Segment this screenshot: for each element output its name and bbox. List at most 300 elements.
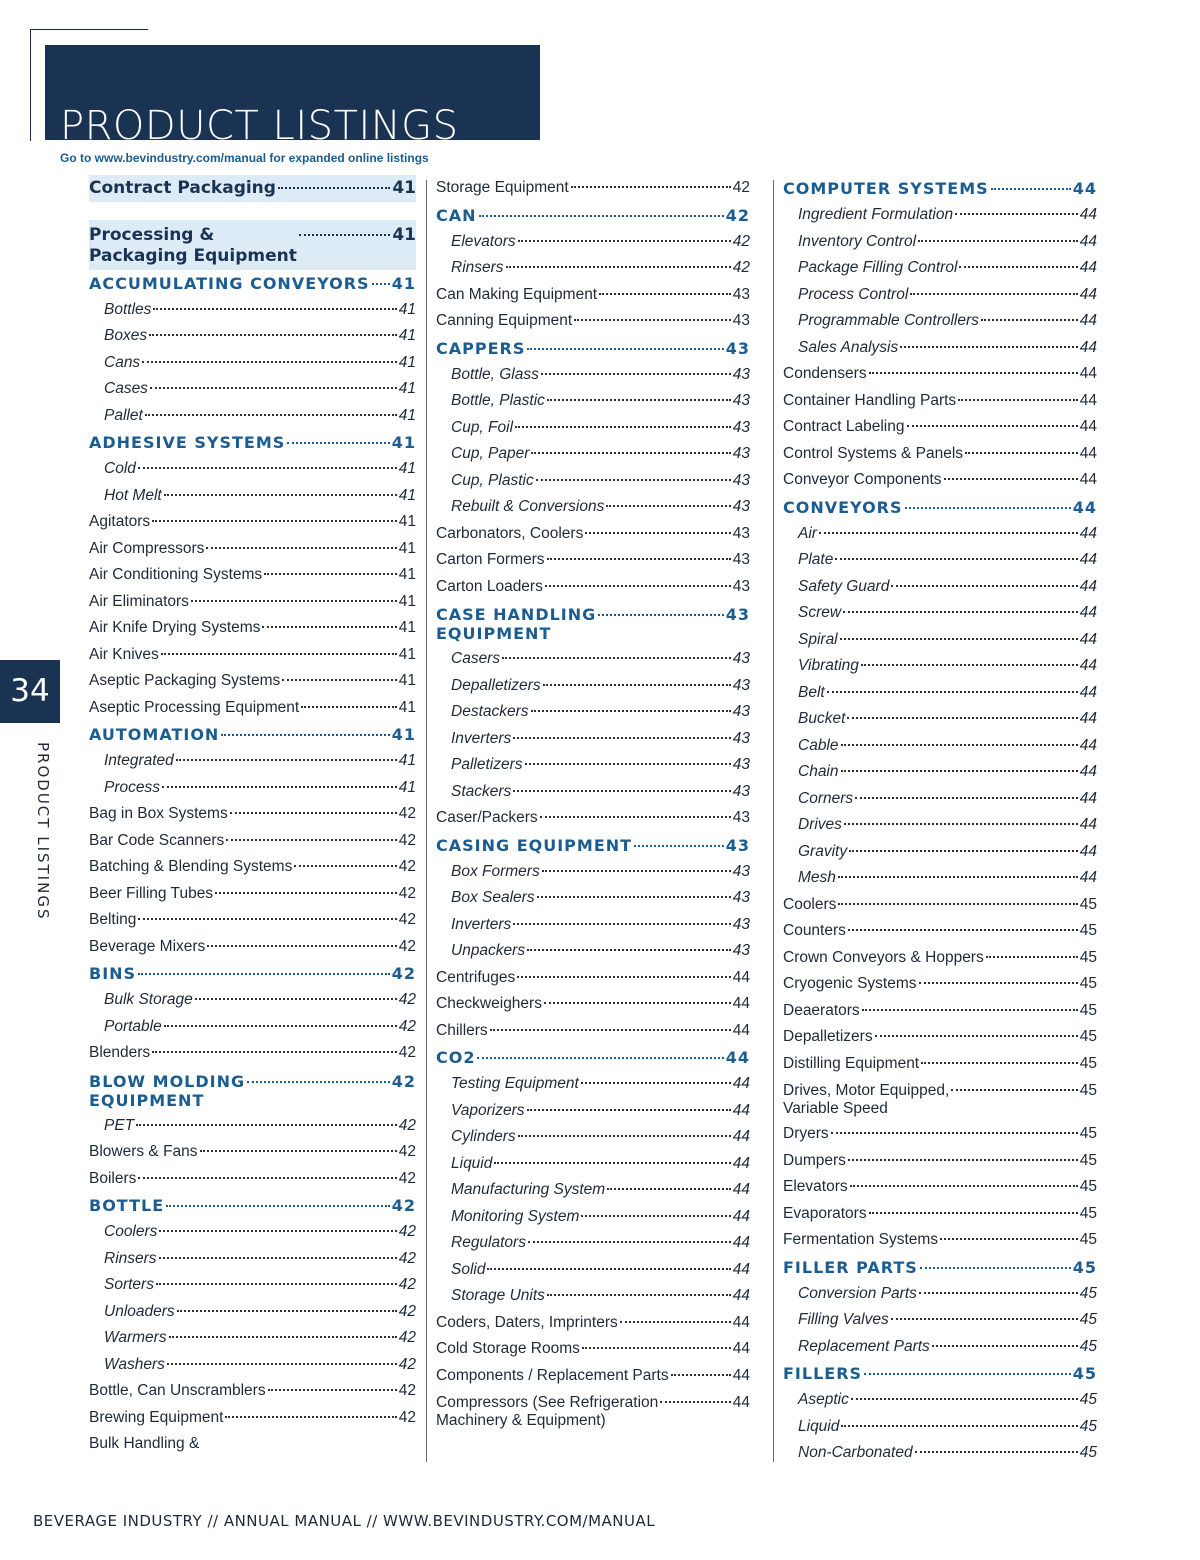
listing-entry — [436, 574, 750, 601]
listing-entry — [89, 934, 416, 961]
listing-entry — [89, 642, 416, 669]
page-reference: 44 — [1079, 471, 1097, 488]
subcategory-entry — [89, 376, 416, 403]
subcategory-entry — [783, 547, 1097, 574]
dot-leader — [991, 188, 1071, 190]
dot-leader — [477, 1057, 723, 1059]
page-reference: 43 — [732, 756, 750, 773]
entry-label: COMPUTER SYSTEMS — [783, 179, 989, 198]
entry-label: Conveyor Components — [783, 471, 942, 488]
page-reference: 44 — [1079, 312, 1097, 329]
listing-entry — [89, 1378, 416, 1405]
entry-label: Bulk Storage — [104, 991, 193, 1008]
dot-leader — [944, 478, 1078, 480]
listing-entry — [783, 945, 1097, 972]
entry-label: Integrated — [104, 752, 174, 769]
dot-leader — [537, 896, 731, 898]
category-heading — [89, 429, 416, 456]
dot-leader — [849, 850, 1078, 852]
page-footer: BEVERAGE INDUSTRY // ANNUAL MANUAL // WWW.BEVINDUSTRY.COM/MANUAL — [33, 1512, 656, 1530]
subcategory-entry — [89, 987, 416, 1014]
entry-label: Dumpers — [783, 1151, 846, 1169]
page-reference: 41 — [391, 433, 416, 452]
entry-label — [89, 225, 297, 267]
page-reference: 42 — [398, 1408, 416, 1426]
subcategory-entry — [89, 403, 416, 430]
page-reference: 45 — [1079, 1231, 1097, 1248]
dot-leader — [287, 442, 389, 444]
entry-label: Corners — [798, 789, 854, 807]
corner-rule-horizontal — [30, 29, 148, 30]
page-reference: 42 — [398, 991, 416, 1008]
dot-leader — [921, 1062, 1078, 1064]
dot-leader — [247, 1081, 390, 1083]
entry-label: Fermentation Systems — [783, 1231, 939, 1248]
dot-leader — [598, 614, 723, 616]
listing-column-2 — [436, 175, 750, 1433]
entry-label-line1: Drives, Motor Equipped, — [783, 1082, 950, 1099]
dot-leader — [166, 1205, 390, 1207]
subcategory-entry — [436, 415, 750, 442]
listing-entry — [89, 562, 416, 589]
subcategory-entry — [436, 255, 750, 282]
page-reference: 45 — [1072, 1364, 1097, 1383]
subcategory-entry — [89, 456, 416, 483]
page-reference: 42 — [732, 179, 750, 196]
entry-label: Brewing Equipment — [89, 1408, 224, 1426]
page-reference: 43 — [732, 551, 750, 568]
entry-label: Safety Guard — [798, 577, 890, 595]
subcategory-entry — [89, 1325, 416, 1352]
dot-leader — [169, 1336, 397, 1338]
page-reference: 44 — [732, 1313, 750, 1331]
page-reference: 44 — [732, 1260, 750, 1278]
category-heading — [436, 335, 750, 362]
entry-label: Liquid — [451, 1154, 493, 1172]
subcategory-entry — [783, 600, 1097, 627]
dot-leader — [167, 1363, 397, 1365]
page-reference: 45 — [1079, 1337, 1097, 1355]
category-heading — [89, 1192, 416, 1219]
listing-entry — [783, 918, 1097, 945]
entry-label: Palletizers — [451, 756, 523, 773]
section-heading — [89, 220, 416, 270]
listing-entry — [89, 695, 416, 722]
dot-leader — [599, 293, 731, 295]
entry-label-line2: Machinery & Equipment) — [436, 1412, 606, 1429]
dot-leader — [513, 923, 730, 925]
page-reference: 42 — [398, 1276, 416, 1293]
entry-label: Evaporators — [783, 1204, 867, 1222]
dot-leader — [581, 1215, 730, 1217]
listing-entry — [783, 1077, 1097, 1121]
dot-leader — [150, 387, 397, 389]
page-reference: 44 — [1079, 842, 1097, 860]
page-reference: 42 — [398, 884, 416, 902]
entry-label: Process Control — [798, 285, 909, 303]
header-banner — [45, 45, 540, 140]
listing-entry — [783, 1121, 1097, 1148]
page-reference: 42 — [398, 1044, 416, 1061]
dot-leader — [986, 956, 1078, 958]
entry-label: Sorters — [104, 1276, 154, 1293]
dot-leader — [932, 1345, 1078, 1347]
dot-leader — [862, 1009, 1078, 1011]
dot-leader — [838, 903, 1077, 905]
entry-label: CASING EQUIPMENT — [436, 835, 633, 855]
dot-leader — [282, 679, 396, 681]
page-reference: 42 — [398, 1223, 416, 1240]
dot-leader — [891, 1318, 1078, 1320]
subcategory-entry — [89, 1219, 416, 1246]
page-reference: 43 — [732, 809, 750, 826]
entry-label: Regulators — [451, 1234, 526, 1251]
subcategory-entry — [436, 779, 750, 806]
dot-leader — [502, 657, 731, 659]
page-reference: 45 — [1079, 1001, 1097, 1019]
listing-entry — [436, 1310, 750, 1337]
subcategory-entry — [436, 1151, 750, 1178]
dot-leader — [851, 1398, 1078, 1400]
entry-label: Boxes — [104, 327, 148, 344]
entry-label: Bottle, Plastic — [451, 392, 545, 409]
dot-leader — [671, 1374, 731, 1376]
category-heading — [436, 832, 750, 859]
dot-leader — [951, 1089, 1077, 1091]
page-reference: 45 — [1079, 948, 1097, 966]
page-reference: 43 — [732, 524, 750, 542]
entry-label: CAN — [436, 205, 477, 225]
page-reference: 42 — [391, 1196, 416, 1215]
page-reference: 44 — [732, 1021, 750, 1039]
listing-entry — [436, 1363, 750, 1390]
dot-leader — [531, 452, 730, 454]
dot-leader — [840, 638, 1078, 640]
category-heading — [89, 721, 416, 748]
subcategory-entry — [89, 350, 416, 377]
page-reference: 43 — [732, 650, 750, 667]
listing-entry — [89, 509, 416, 536]
entry-label: Drives — [798, 816, 842, 833]
dot-leader — [294, 865, 396, 867]
entry-label: Inverters — [451, 915, 512, 933]
subcategory-entry — [783, 733, 1097, 760]
entry-label: Box Formers — [451, 862, 540, 880]
page-reference: 43 — [732, 445, 750, 462]
entry-label: Contract Packaging — [89, 178, 276, 198]
page-reference: 41 — [398, 327, 416, 344]
entry-label: Bottle, Glass — [451, 365, 539, 383]
entry-label: Aseptic — [798, 1391, 849, 1408]
entry-label: PET — [104, 1116, 135, 1134]
subcategory-entry — [436, 726, 750, 753]
page-reference: 44 — [732, 1287, 750, 1304]
page-reference: 44 — [732, 1340, 750, 1357]
entry-label: Bucket — [798, 710, 846, 727]
entry-label: Bar Code Scanners — [89, 831, 225, 849]
listing-entry — [89, 1040, 416, 1067]
entry-label: Sales Analysis — [798, 338, 899, 356]
subcategory-entry — [436, 885, 750, 912]
dot-leader — [264, 573, 397, 575]
page-reference: 43 — [732, 418, 750, 436]
category-heading — [89, 1067, 416, 1113]
listing-entry — [89, 536, 416, 563]
page-reference: 44 — [732, 1234, 750, 1251]
page-reference: 44 — [732, 1181, 750, 1198]
side-section-label: PRODUCT LISTINGS — [34, 742, 52, 921]
subcategory-entry — [783, 653, 1097, 680]
subcategory-entry — [436, 229, 750, 256]
page-reference: 41 — [398, 566, 416, 583]
page-reference: 44 — [732, 1101, 750, 1119]
page-reference: 45 — [1079, 1125, 1097, 1142]
entry-label: Dryers — [783, 1125, 829, 1142]
dot-leader — [571, 186, 731, 188]
entry-label — [436, 605, 596, 643]
entry-label-line2: Variable Speed — [783, 1100, 888, 1117]
page-reference: 45 — [1072, 1257, 1097, 1277]
listing-entry — [783, 1174, 1097, 1201]
dot-leader — [827, 691, 1078, 693]
subcategory-entry — [89, 1246, 416, 1273]
dot-leader — [215, 892, 397, 894]
dot-leader — [547, 1294, 731, 1296]
entry-label: Spiral — [798, 630, 838, 648]
page-reference: 45 — [1079, 1391, 1097, 1408]
page-reference: 41 — [391, 273, 416, 293]
dot-leader — [843, 611, 1078, 613]
entry-label: Contract Labeling — [783, 418, 905, 435]
listing-entry — [783, 388, 1097, 415]
subcategory-entry — [89, 1113, 416, 1140]
page-reference: 44 — [1079, 365, 1097, 382]
dot-leader — [905, 507, 1071, 509]
entry-label: Washers — [104, 1355, 165, 1373]
entry-label: Vibrating — [798, 657, 859, 674]
entry-label: Carton Loaders — [436, 577, 543, 595]
entry-label: Cold Storage Rooms — [436, 1340, 580, 1357]
entry-label: FILLERS — [783, 1364, 863, 1383]
listing-entry — [89, 828, 416, 855]
page-reference: 44 — [1079, 710, 1097, 727]
dot-leader — [513, 790, 730, 792]
page-reference: 43 — [732, 782, 750, 800]
subcategory-entry — [89, 297, 416, 324]
page-reference: 42 — [398, 1329, 416, 1346]
dot-leader — [919, 1292, 1078, 1294]
page-reference: 45 — [1079, 1417, 1097, 1435]
page-reference: 43 — [732, 471, 750, 489]
entry-label: Cup, Paper — [451, 445, 530, 462]
page-reference: 45 — [1079, 1178, 1097, 1195]
dot-leader — [891, 585, 1077, 587]
subcategory-entry — [89, 323, 416, 350]
entry-label: BINS — [89, 964, 137, 983]
dot-leader — [191, 600, 397, 602]
dot-leader — [869, 1212, 1078, 1214]
dot-leader — [517, 976, 730, 978]
page-reference: 44 — [732, 1366, 750, 1384]
page-reference: 41 — [398, 698, 416, 716]
dot-leader — [487, 1268, 730, 1270]
dot-leader — [528, 1241, 731, 1243]
dot-leader — [506, 266, 731, 268]
entry-label: BOTTLE — [89, 1196, 165, 1215]
category-heading — [89, 960, 416, 987]
listing-entry — [783, 1148, 1097, 1175]
entry-label: Ingredient Formulation — [798, 206, 954, 223]
page-reference: 43 — [732, 312, 750, 329]
listing-column-3 — [783, 175, 1097, 1467]
category-heading — [783, 1254, 1097, 1281]
entry-label: Casers — [451, 650, 501, 667]
entry-label: Blowers & Fans — [89, 1143, 198, 1160]
entry-label: Air Knives — [89, 645, 159, 663]
entry-label: Elevators — [451, 232, 516, 250]
listing-entry — [783, 467, 1097, 494]
entry-label — [89, 1072, 245, 1110]
entry-label: Pallet — [104, 406, 143, 424]
entry-label: Chain — [798, 763, 839, 780]
dot-leader — [940, 1238, 1078, 1240]
subcategory-entry — [783, 786, 1097, 813]
page-reference: 43 — [732, 498, 750, 515]
page-reference: 42 — [398, 805, 416, 822]
page-reference: 44 — [732, 995, 750, 1012]
subcategory-entry — [783, 1387, 1097, 1414]
entry-label: Belting — [89, 911, 137, 928]
entry-label: Destackers — [451, 703, 529, 720]
entry-label: Cylinders — [451, 1128, 516, 1145]
page-reference: 44 — [1079, 391, 1097, 409]
subcategory-entry — [436, 912, 750, 939]
dot-leader — [634, 845, 724, 847]
page-reference: 43 — [732, 676, 750, 694]
listing-entry — [89, 1405, 416, 1432]
page-reference: 44 — [1079, 657, 1097, 674]
page-reference: 42 — [398, 1169, 416, 1187]
subcategory-entry — [89, 1272, 416, 1299]
listing-entry — [436, 1389, 750, 1433]
dot-leader — [848, 929, 1078, 931]
subcategory-entry — [89, 775, 416, 802]
subcategory-entry — [783, 1440, 1097, 1467]
subcategory-entry — [89, 1352, 416, 1379]
dot-leader — [159, 1230, 396, 1232]
page-reference: 44 — [1079, 683, 1097, 701]
entry-label: Rinsers — [104, 1249, 157, 1267]
entry-label: Aseptic Packaging Systems — [89, 672, 281, 689]
listing-entry — [436, 547, 750, 574]
listing-column-1 — [89, 175, 416, 1458]
page-reference: 41 — [398, 592, 416, 610]
page-reference: 42 — [732, 259, 750, 276]
page-reference: 45 — [1079, 895, 1097, 913]
entry-label: Cryogenic Systems — [783, 975, 917, 992]
entry-label-line1: Compressors (See Refrigeration — [436, 1394, 659, 1411]
page-reference: 41 — [392, 178, 416, 198]
page-reference: 44 — [1072, 497, 1097, 517]
dot-leader — [848, 1159, 1078, 1161]
entry-label — [783, 1082, 949, 1118]
page-reference: 44 — [1079, 763, 1097, 780]
dot-leader — [490, 1029, 731, 1031]
subcategory-entry — [436, 1283, 750, 1310]
dot-leader — [959, 266, 1077, 268]
dot-leader — [527, 348, 723, 350]
subcategory-entry — [783, 308, 1097, 335]
listing-entry — [89, 615, 416, 642]
subcategory-entry — [436, 938, 750, 965]
dot-leader — [841, 1425, 1077, 1427]
entry-label — [436, 1394, 658, 1430]
listing-entry — [436, 965, 750, 992]
column-divider — [426, 180, 427, 1462]
dot-leader — [844, 823, 1078, 825]
page-reference: 44 — [1079, 206, 1097, 223]
page-reference: 44 — [1079, 285, 1097, 303]
dot-leader — [152, 520, 397, 522]
entry-label: Centrifuges — [436, 968, 516, 986]
entry-label-line2: EQUIPMENT — [436, 624, 552, 643]
page-reference: 45 — [1079, 975, 1097, 992]
entry-label: Bulk Handling & — [89, 1435, 200, 1452]
subcategory-entry — [783, 839, 1097, 866]
page-reference: 42 — [398, 1302, 416, 1320]
online-listings-note: Go to www.bevindustry.com/manual for expanded online listings — [60, 151, 429, 165]
listing-entry — [89, 854, 416, 881]
entry-label: Aseptic Processing Equipment — [89, 698, 300, 716]
page-reference: 42 — [398, 858, 416, 875]
listing-entry — [89, 1431, 416, 1458]
listing-entry — [436, 991, 750, 1018]
dot-leader — [138, 467, 397, 469]
entry-label: Boilers — [89, 1169, 137, 1187]
dot-leader — [981, 319, 1078, 321]
subcategory-entry — [783, 202, 1097, 229]
entry-label: CO2 — [436, 1048, 476, 1067]
subcategory-entry — [436, 646, 750, 673]
dot-leader — [955, 213, 1078, 215]
entry-label: Coolers — [104, 1223, 158, 1240]
subcategory-entry — [436, 1098, 750, 1125]
page-reference: 42 — [725, 205, 750, 225]
subcategory-entry — [436, 1177, 750, 1204]
listing-entry — [89, 1139, 416, 1166]
page-reference: 41 — [398, 778, 416, 796]
dot-leader — [831, 1132, 1078, 1134]
dot-leader — [156, 1283, 397, 1285]
dot-leader — [195, 998, 397, 1000]
dot-leader — [152, 1051, 397, 1053]
page-reference: 44 — [1079, 869, 1097, 886]
subcategory-entry — [783, 282, 1097, 309]
entry-label: Depalletizers — [451, 676, 541, 694]
entry-label: Programmable Controllers — [798, 312, 979, 329]
dot-leader — [835, 558, 1077, 560]
dot-leader — [159, 1257, 397, 1259]
dot-leader — [545, 585, 731, 587]
dot-leader — [581, 1082, 731, 1084]
dot-leader — [819, 532, 1078, 534]
subcategory-entry — [783, 255, 1097, 282]
entry-label: Beverage Mixers — [89, 937, 206, 955]
section-heading — [89, 175, 416, 202]
listing-entry — [89, 1166, 416, 1193]
dot-leader — [847, 717, 1077, 719]
listing-entry — [783, 414, 1097, 441]
